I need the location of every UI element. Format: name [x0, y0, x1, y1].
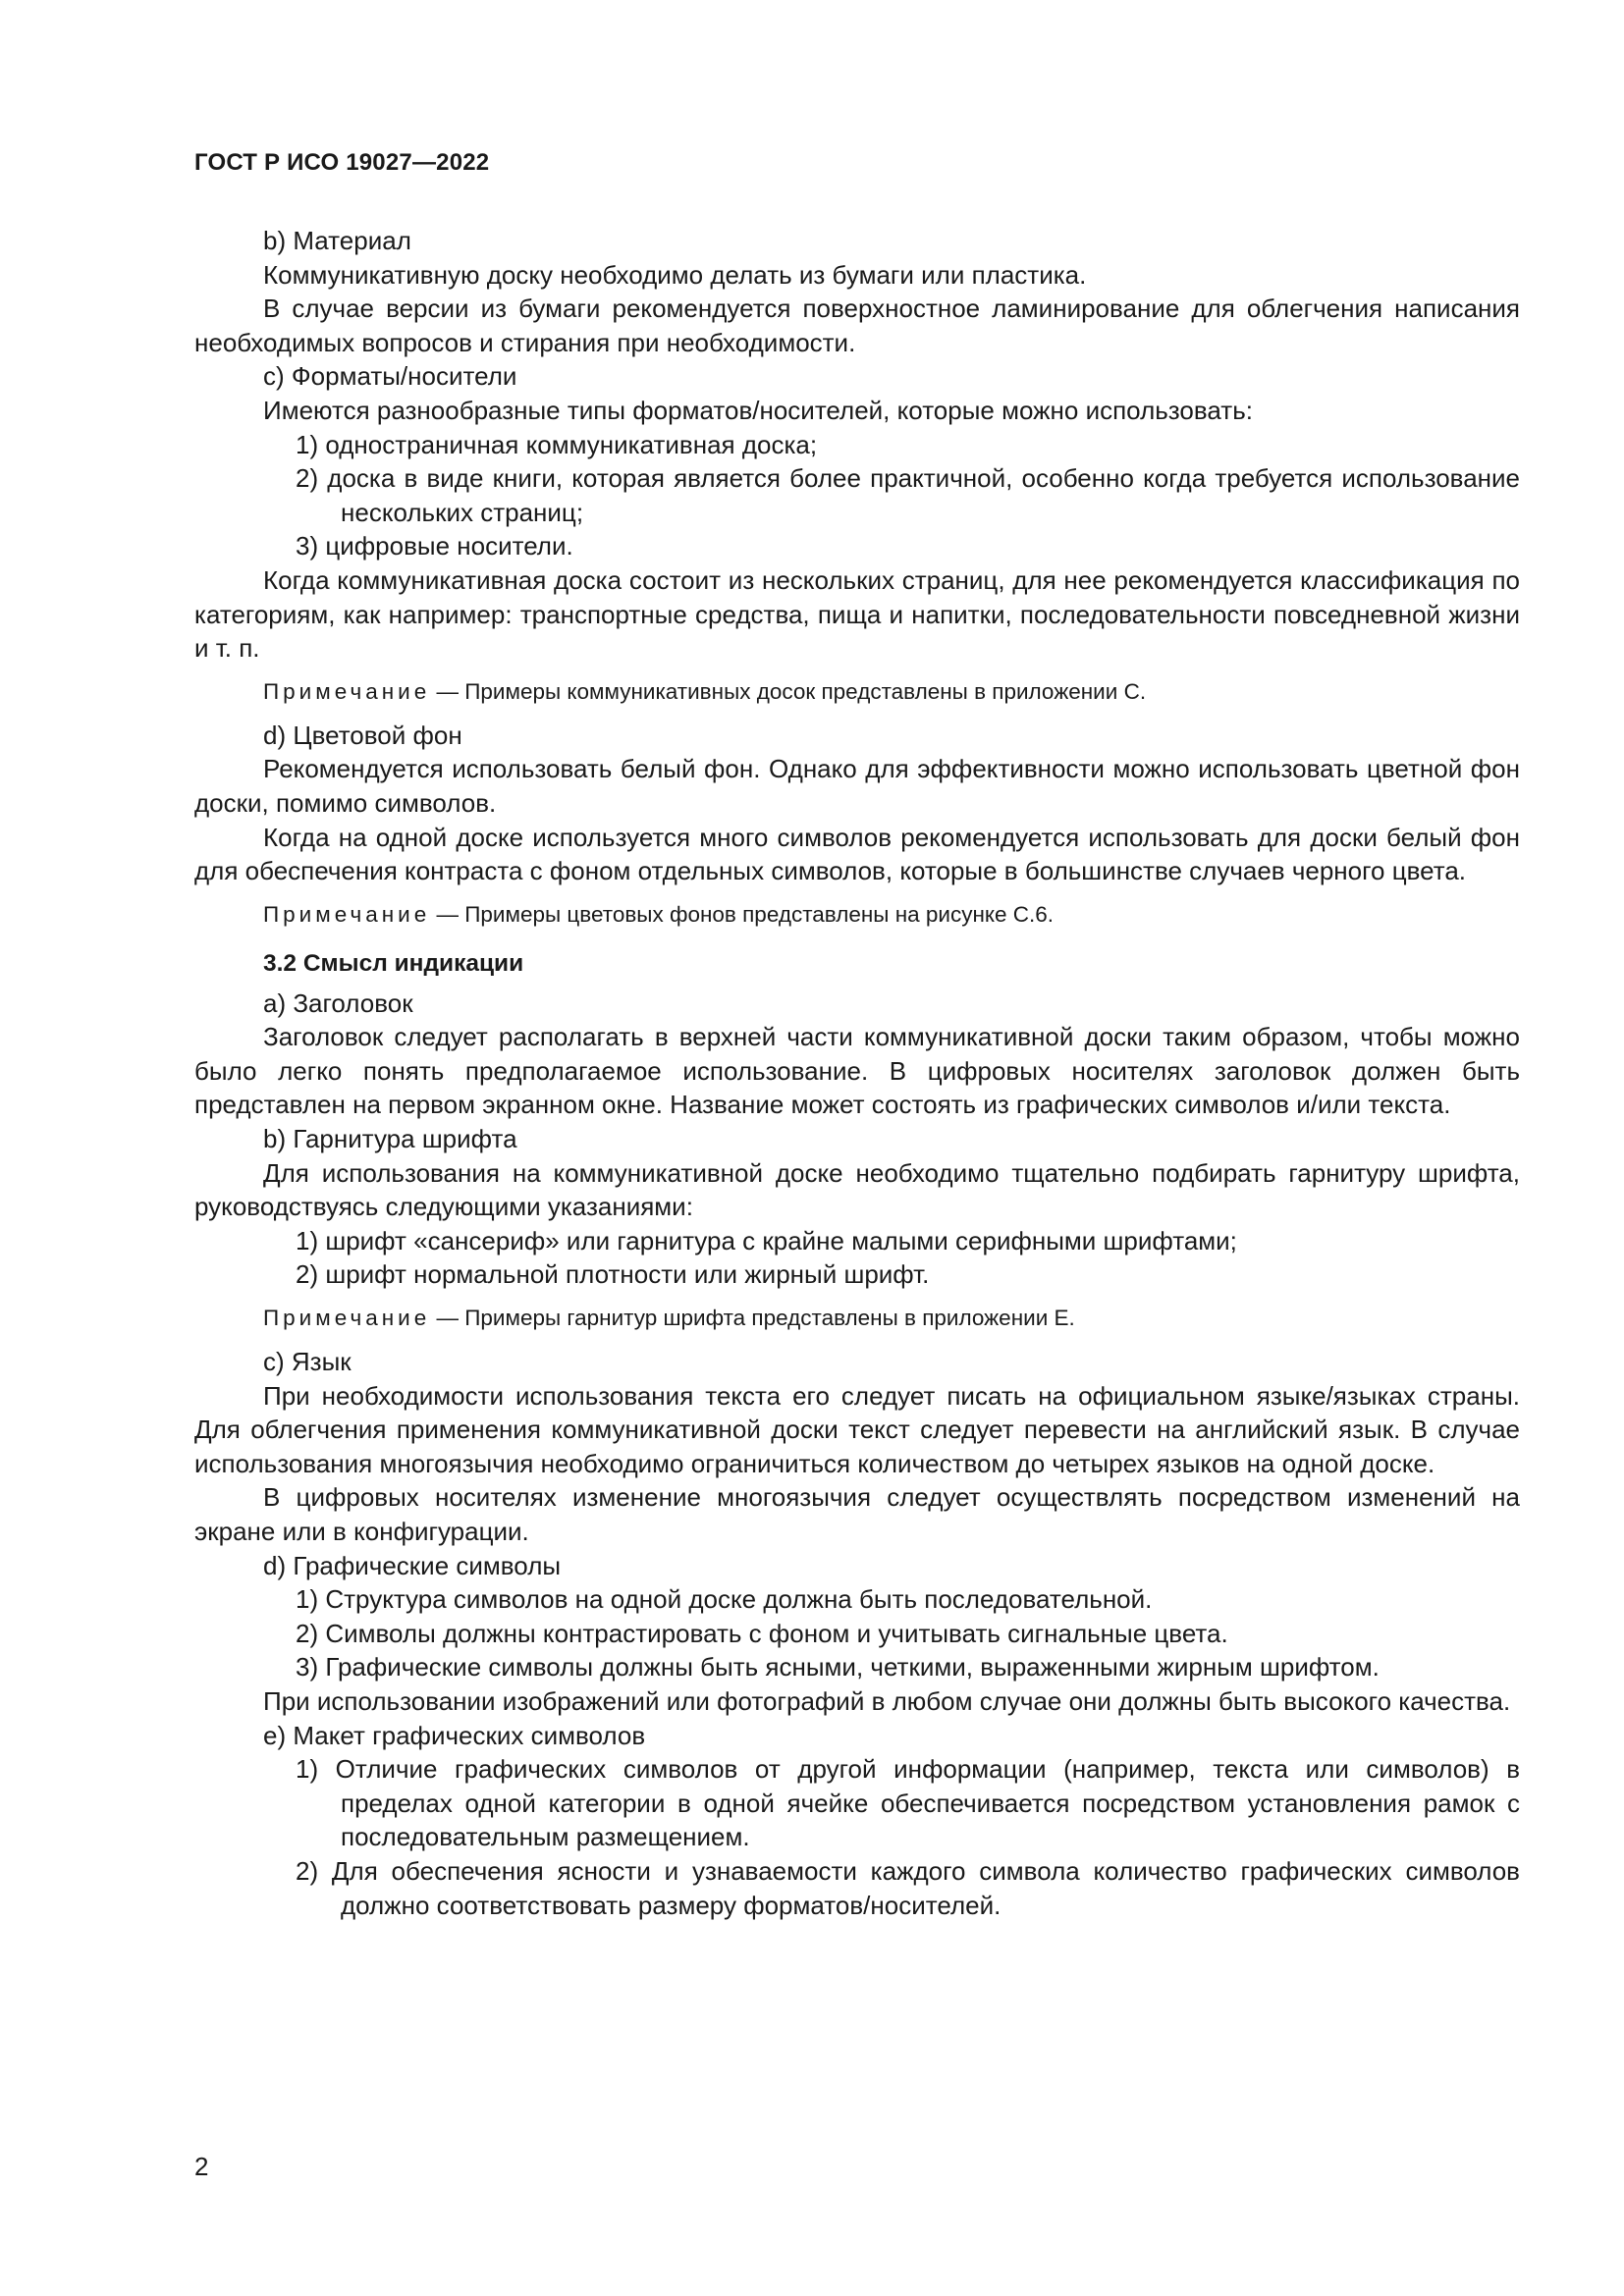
- list-label: b) Гарнитура шрифта: [263, 1124, 517, 1154]
- note-text: — Примеры гарнитур шрифта представлены в приложении Е.: [430, 1306, 1075, 1331]
- document-code-header: ГОСТ Р ИСО 19027—2022: [194, 149, 490, 176]
- paragraph: Когда коммуникативная доска состоит из нескольких страниц, для нее рекомендуется классификация по категориям, как например: транспортные средства, пища и напитки, последовательности повседневной жизни и т. п.: [194, 564, 1520, 664]
- note: [194, 677, 1520, 707]
- list-item: 2) шрифт нормальной плотности или жирный шрифт.: [296, 1259, 930, 1290]
- list-label: c) Форматы/носители: [263, 361, 517, 392]
- list-label: a) Заголовок: [263, 988, 413, 1018]
- note-text: — Примеры коммуникативных досок представлены в приложении С.: [430, 678, 1147, 704]
- paragraph: Рекомендуется использовать белый фон. Однако для эффективности можно использовать цветной фон доски, помимо символов.: [194, 754, 1520, 818]
- list-item: 1) шрифт «сансериф» или гарнитура с крайне малыми серифными шрифтами;: [296, 1225, 1237, 1255]
- paragraph: Когда на одной доске используется много символов рекомендуется использовать для доски белый фон для обеспечения контраста с фоном отдельных символов, которые в большинстве случаев черного цвета.: [194, 822, 1520, 886]
- note: [194, 900, 1520, 930]
- list-item: 1) Отличие графических символов от другой информации (например, текста или символов) в пределах одной категории в одной ячейке обеспечивается посредством установления рамок с последовательным размещением.: [296, 1754, 1520, 1852]
- list-item: 2) доска в виде книги, которая является более практичной, особенно когда требуется использование нескольких страниц;: [296, 463, 1520, 527]
- paragraph: В цифровых носителях изменение многоязычия следует осуществлять посредством изменений на экране или в конфигурации.: [194, 1482, 1520, 1546]
- paragraph: Имеются разнообразные типы форматов/носителей, которые можно использовать:: [263, 395, 1253, 425]
- paragraph: При необходимости использования текста его следует писать на официальном языке/языках страны. Для облегчения применения коммуникативной доски текст следует перевести на английский язык. В случае использования многоязычия необходимо ограничиться количеством до четырех языков на одной доске.: [194, 1380, 1520, 1478]
- section-heading: 3.2 Смысл индикации: [263, 949, 524, 977]
- list-item: 2) Для обеспечения ясности и узнаваемости каждого символа количество графических символов должно соответствовать размеру форматов/носителей.: [296, 1855, 1520, 1920]
- paragraph: При использовании изображений или фотографий в любом случае они должны быть высокого качества.: [263, 1685, 1511, 1716]
- note: [194, 1304, 1520, 1333]
- list-label: e) Макет графических символов: [263, 1720, 646, 1750]
- paragraph: Коммуникативную доску необходимо делать из бумаги или пластика.: [263, 259, 1087, 290]
- note-label: Примечание: [263, 901, 431, 927]
- note-text: — Примеры цветовых фонов представлены на рисунке С.6.: [430, 901, 1055, 927]
- page-number: 2: [194, 2152, 209, 2181]
- list-label: c) Язык: [263, 1347, 352, 1377]
- list-label: b) Материал: [263, 226, 411, 255]
- paragraph: Заголовок следует располагать в верхней части коммуникативной доски таким образом, чтобы можно было легко понять предполагаемое использование. В цифровых носителях заголовок должен быть представлен на первом экранном окне. Название может состоять из графических символов и/или текста.: [194, 1022, 1520, 1120]
- paragraph: В случае версии из бумаги рекомендуется поверхностное ламинирование для облегчения написания необходимых вопросов и стирания при необходимости.: [194, 294, 1520, 357]
- note-label: Примечание: [263, 678, 431, 704]
- paragraph: Для использования на коммуникативной доске необходимо тщательно подбирать гарнитуру шрифта, руководствуясь следующими указаниями:: [194, 1157, 1520, 1222]
- list-item: 1) Структура символов на одной доске должна быть последовательной.: [296, 1584, 1153, 1615]
- list-label: d) Цветовой фон: [263, 720, 462, 750]
- list-item: 3) Графические символы должны быть ясными, четкими, выраженными жирным шрифтом.: [296, 1652, 1380, 1682]
- note-label: Примечание: [263, 1306, 431, 1331]
- list-item: 2) Символы должны контрастировать с фоном и учитывать сигнальные цвета.: [296, 1618, 1228, 1648]
- document-body: [194, 224, 1520, 1922]
- list-item: 1) одностраничная коммуникативная доска;: [296, 429, 818, 459]
- list-label: d) Графические символы: [263, 1550, 562, 1580]
- list-item: 3) цифровые носители.: [296, 531, 573, 561]
